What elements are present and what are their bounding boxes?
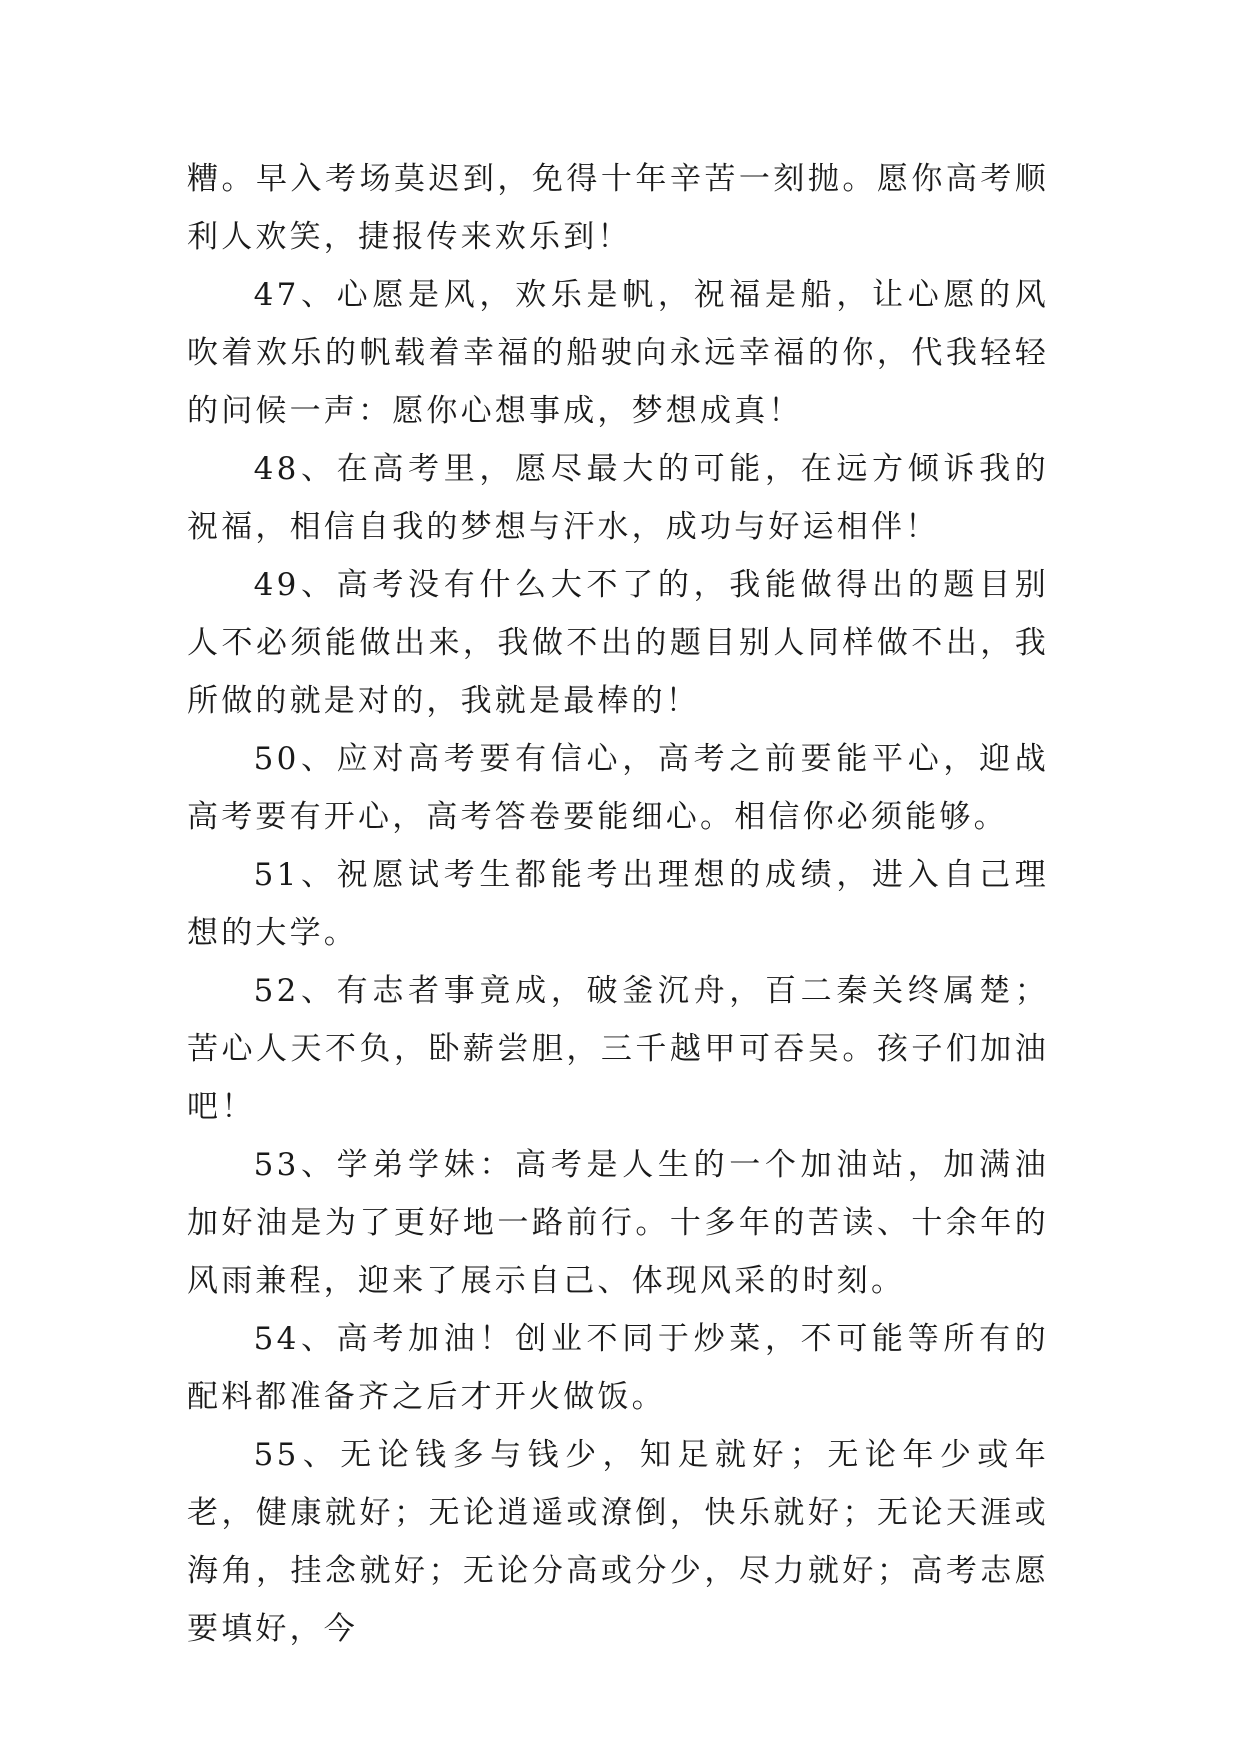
- paragraph-50: 50、应对高考要有信心，高考之前要能平心，迎战高考要有开心，高考答卷要能细心。相信你必须能够。: [187, 741, 1049, 835]
- paragraph-49: 49、高考没有什么大不了的，我能做得出的题目别人不必须能做出来，我做不出的题目别人同样做不出，我所做的就是对的，我就是最棒的！: [187, 567, 1049, 719]
- paragraph-53: 53、学弟学妹：高考是人生的一个加油站，加满油加好油是为了更好地一路前行。十多年的苦读、十余年的风雨兼程，迎来了展示自己、体现风采的时刻。: [187, 1147, 1049, 1299]
- document-body: [187, 150, 1049, 1658]
- paragraph-continuation: 糟。早入考场莫迟到，免得十年辛苦一刻抛。愿你高考顺利人欢笑，捷报传来欢乐到！: [187, 161, 1049, 255]
- paragraph-51: 51、祝愿试考生都能考出理想的成绩，进入自己理想的大学。: [187, 857, 1049, 951]
- paragraph-48: 48、在高考里，愿尽最大的可能，在远方倾诉我的祝福，相信自我的梦想与汗水，成功与好运相伴！: [187, 451, 1049, 545]
- paragraph-54: 54、高考加油！创业不同于炒菜，不可能等所有的配料都准备齐之后才开火做饭。: [187, 1321, 1049, 1415]
- paragraph-55: 55、无论钱多与钱少，知足就好；无论年少或年老，健康就好；无论逍遥或潦倒，快乐就好；无论天涯或海角，挂念就好；无论分高或分少，尽力就好；高考志愿要填好，今: [187, 1437, 1049, 1647]
- paragraph-52: 52、有志者事竟成，破釜沉舟，百二秦关终属楚；苦心人天不负，卧薪尝胆，三千越甲可吞吴。孩子们加油吧！: [187, 973, 1049, 1125]
- paragraph-47: 47、心愿是风，欢乐是帆，祝福是船，让心愿的风吹着欢乐的帆载着幸福的船驶向永远幸福的你，代我轻轻的问候一声：愿你心想事成，梦想成真！: [187, 277, 1049, 429]
